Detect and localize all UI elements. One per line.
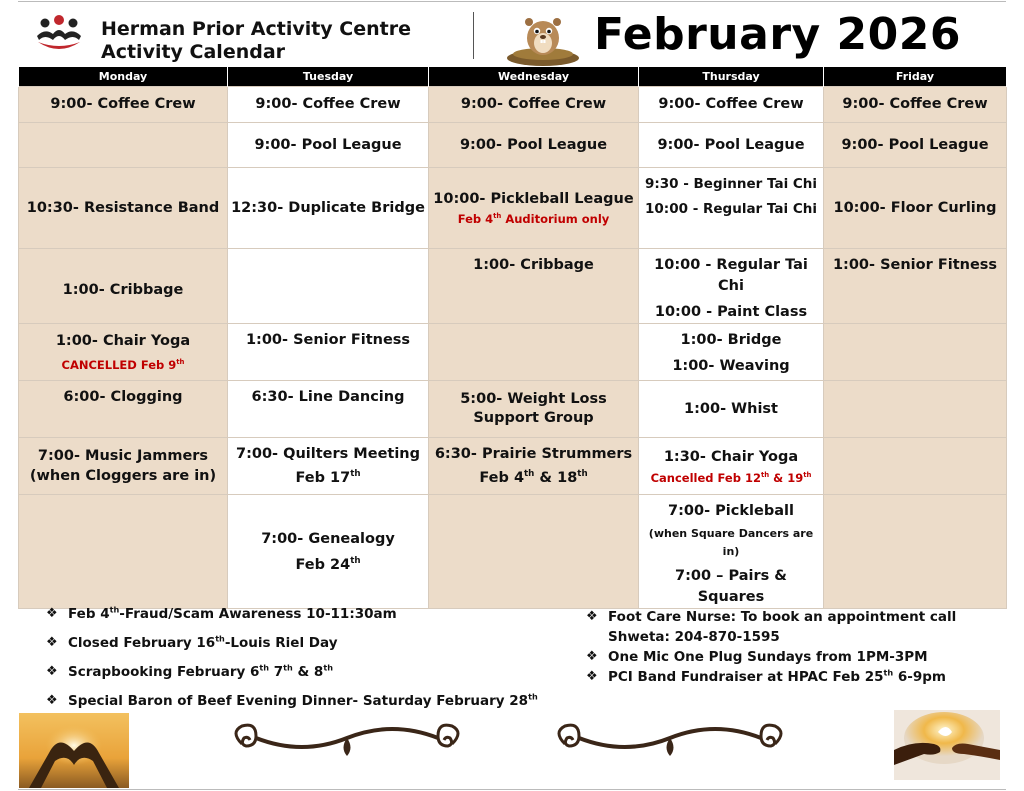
wednesday-cell [429, 168, 639, 249]
announcement-item [46, 633, 538, 653]
activity-label: (when Cloggers are in) [29, 468, 217, 484]
heart-hands-sunset-image [19, 713, 129, 788]
day-header-thursday: Thursday [639, 67, 824, 87]
announcement-text: Feb 4 [68, 606, 110, 622]
announcement-item [46, 691, 538, 711]
calendar-subtitle: Activity Calendar [101, 41, 286, 63]
activity-label: Support Group [473, 410, 594, 426]
date-sup: th [350, 469, 361, 480]
announcements-left [46, 604, 538, 720]
top-rule [18, 1, 1006, 2]
groundhog-icon [503, 6, 583, 66]
note-text: Cancelled Feb 12 [650, 471, 761, 485]
decorative-scroll-left [222, 716, 472, 766]
wednesday-cell [429, 495, 639, 609]
monday-cell [19, 438, 228, 495]
announcement-text: 7 [269, 664, 284, 680]
tuesday-cell [228, 438, 429, 495]
day-header-friday: Friday [824, 67, 1007, 87]
friday-cell [824, 324, 1007, 381]
org-name: Herman Prior Activity Centre [101, 18, 412, 40]
date-sup: th [577, 469, 588, 480]
date-text: & 18 [534, 470, 578, 486]
announcement-text: -Louis Riel Day [224, 635, 338, 651]
date-sup: th [524, 469, 535, 480]
monday-cell: 10:30- Resistance Band [19, 168, 228, 249]
activity-label [230, 466, 426, 490]
tuesday-cell: 12:30- Duplicate Bridge [228, 168, 429, 249]
activity-note [21, 356, 225, 374]
friday-cell [824, 381, 1007, 438]
activity-label: 7:00- Quilters Meeting [235, 446, 421, 462]
activity-label: 6:30- Prairie Strummers [434, 446, 633, 462]
tuesday-cell: 1:00- Senior Fitness [228, 324, 429, 381]
friday-cell [824, 495, 1007, 609]
wednesday-cell: 9:00- Coffee Crew [429, 87, 639, 123]
tuesday-cell: 6:30- Line Dancing [228, 381, 429, 438]
bottom-rule [18, 789, 1006, 790]
announcement-text: 6-9pm [893, 669, 946, 685]
activity-label: 9:30 - Beginner Tai Chi [644, 176, 818, 192]
wednesday-cell: 1:00- Cribbage [429, 249, 639, 324]
activity-label [431, 466, 636, 490]
tuesday-cell [228, 249, 429, 324]
organization-title [101, 18, 411, 64]
table-row [19, 123, 1007, 168]
monday-cell: 6:00- Clogging [19, 381, 228, 438]
thursday-cell [639, 249, 824, 324]
activity-label: 10:00 - Regular Tai Chi [645, 201, 817, 217]
activity-label: 1:00- Bridge [680, 332, 782, 348]
monday-cell [19, 324, 228, 381]
announcements-right [586, 607, 956, 687]
thursday-cell [639, 324, 824, 381]
announcement-text: Scrapbooking February 6 [68, 664, 260, 680]
announcement-text: PCI Band Fundraiser at HPAC Feb 25 [608, 669, 884, 685]
date-text: Feb 24 [295, 556, 351, 573]
note-sup: th [176, 357, 185, 366]
date-text: Feb 17 [295, 470, 351, 486]
table-row [19, 168, 1007, 249]
announcement-sup: th [283, 662, 293, 673]
activity-label: 10:00- Pickleball League [433, 190, 634, 207]
thursday-cell [639, 168, 824, 249]
activity-note [431, 210, 636, 228]
tuesday-cell [228, 495, 429, 609]
announcement-sup: th [323, 662, 333, 673]
activity-note [641, 469, 821, 487]
friday-cell: 1:00- Senior Fitness [824, 249, 1007, 324]
announcement-sup: th [883, 667, 894, 678]
friday-cell: 10:00- Floor Curling [824, 168, 1007, 249]
thursday-cell: 1:00- Whist [639, 381, 824, 438]
table-row [19, 324, 1007, 381]
note-sup: th [760, 471, 770, 480]
decorative-scroll-right [545, 716, 795, 766]
announcement-text: -Fraud/Scam Awareness 10-11:30am [119, 606, 397, 622]
note-text: & 19 [769, 471, 804, 485]
wednesday-cell: 9:00- Pool League [429, 123, 639, 168]
announcement-text: Closed February 16 [68, 635, 216, 651]
activity-label: 1:00- Weaving [672, 358, 790, 374]
month-title: February 2026 [594, 9, 961, 60]
announcement-text: Special Baron of Beef Evening Dinner- Saturday February 28 [68, 693, 529, 709]
friday-cell [824, 438, 1007, 495]
date-sup: th [350, 555, 361, 566]
announcement-item: ❖ One Mic One Plug Sundays from 1PM-3PM [586, 647, 956, 667]
activity-label: 7:00- Music Jammers [37, 448, 209, 464]
monday-cell [19, 123, 228, 168]
announcement-sup: th [215, 633, 225, 644]
announcement-item [46, 662, 538, 682]
announcement-item: ❖ Foot Care Nurse: To book an appointment call [586, 607, 956, 627]
announcement-item [586, 667, 956, 687]
activity-label: 7:00- Genealogy [261, 530, 395, 547]
announcement-sup: th [109, 604, 120, 615]
thursday-cell: 9:00- Coffee Crew [639, 87, 824, 123]
activity-label: 10:00 - Regular Tai Chi [654, 257, 808, 294]
tuesday-cell: 9:00- Pool League [228, 123, 429, 168]
hands-with-light-image [894, 710, 1000, 780]
date-text: Feb 4 [479, 470, 525, 486]
thursday-cell [639, 495, 824, 609]
announcement-sup: th [259, 662, 270, 673]
table-row [19, 87, 1007, 123]
table-row [19, 381, 1007, 438]
activity-label: 1:30- Chair Yoga [663, 449, 799, 465]
wednesday-cell [429, 438, 639, 495]
thursday-cell: 9:00- Pool League [639, 123, 824, 168]
day-header-tuesday: Tuesday [228, 67, 429, 87]
monday-cell: 1:00- Cribbage [19, 249, 228, 324]
table-row [19, 495, 1007, 609]
monday-cell [19, 495, 228, 609]
announcement-item-continued: Shweta: 204-870-1595 [608, 629, 780, 645]
wednesday-cell [429, 381, 639, 438]
table-row [19, 438, 1007, 495]
wednesday-cell [429, 324, 639, 381]
thursday-cell [639, 438, 824, 495]
activity-label: 10:00 - Paint Class [654, 304, 808, 320]
day-header-row [19, 67, 1007, 87]
table-row [19, 249, 1007, 324]
activity-label [230, 552, 426, 578]
friday-cell: 9:00- Pool League [824, 123, 1007, 168]
day-header-monday: Monday [19, 67, 228, 87]
tuesday-cell: 9:00- Coffee Crew [228, 87, 429, 123]
note-sup: th [493, 211, 502, 220]
announcement-item [46, 604, 538, 624]
activity-label: 1:00- Chair Yoga [55, 332, 191, 349]
activity-calendar [18, 67, 1007, 609]
day-header-wednesday: Wednesday [429, 67, 639, 87]
activity-label: 7:00- Pickleball [668, 503, 794, 519]
note-sup: th [803, 471, 812, 480]
note-text: Auditorium only [501, 211, 610, 226]
friday-cell: 9:00- Coffee Crew [824, 87, 1007, 123]
activity-label: 5:00- Weight Loss [460, 391, 607, 407]
centre-logo [35, 14, 83, 54]
note-text: CANCELLED Feb 9 [61, 357, 177, 372]
activity-note: (when Square Dancers are in) [648, 527, 814, 558]
activity-label: 7:00 – Pairs & Squares [675, 568, 787, 605]
header-divider [473, 12, 474, 59]
monday-cell: 9:00- Coffee Crew [19, 87, 228, 123]
announcement-sup: th [528, 691, 538, 702]
note-text: Feb 4 [457, 211, 494, 226]
announcement-text: & 8 [292, 664, 324, 680]
